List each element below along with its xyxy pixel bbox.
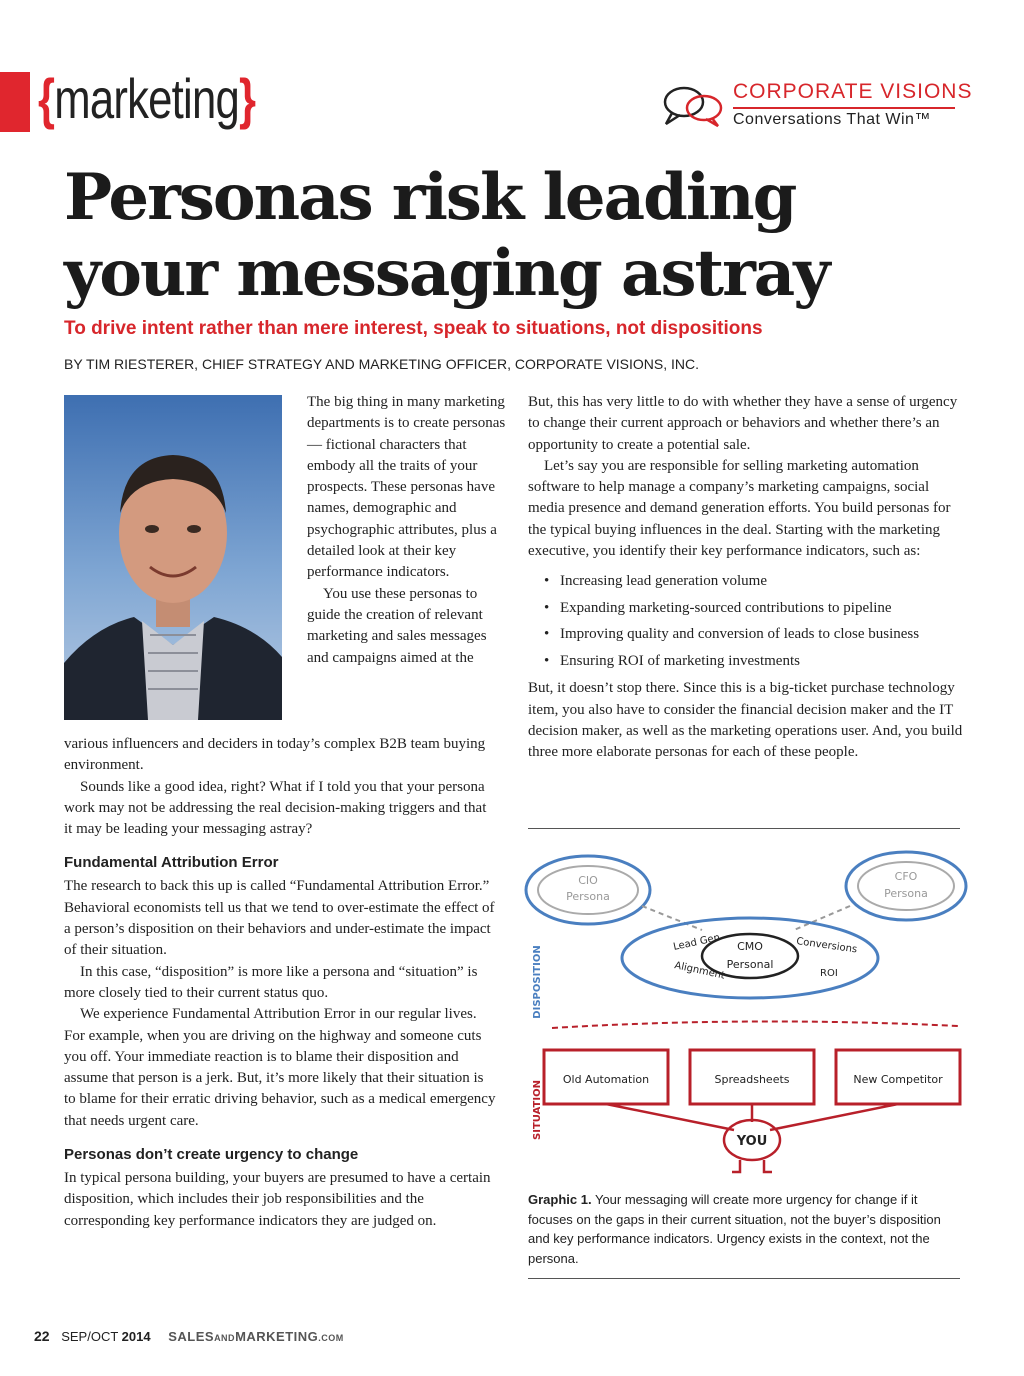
paragraph: In typical persona building, your buyers are presumed to have a certain disposition, which includes their job responsibilities and the corresponding key performance indicators they are judged on. <box>64 1170 491 1229</box>
site-part: .COM <box>318 1333 344 1343</box>
cmo-label: CMO <box>737 940 763 953</box>
new-competitor-label: New Competitor <box>853 1073 943 1086</box>
list-item: • Ensuring ROI of marketing investments <box>544 648 968 675</box>
paragraph: The research to back this up is called “Fundamental Attribution Error.” Behavioral economists tell us that we tend to over-estimate the effect of a person’s disposition on their behaviors and under-estimate the impact of their situation. <box>64 878 495 959</box>
graphic-diagram <box>524 840 968 1180</box>
disposition-zone <box>526 852 966 1019</box>
intro-paragraph-2: You use these personas to guide the creation of relevant marketing and sales messages and campaigns aimed at the <box>307 585 487 666</box>
paragraph: But, this has very little to do with whether they have a sense of urgency to change their current approach or behaviors and whether there’s an opportunity to create a potential sale. <box>528 394 958 453</box>
paragraph: various influencers and deciders in today’s complex B2B team buying environment. <box>64 736 486 774</box>
list-item: • Improving quality and conversion of leads to close business <box>544 621 968 648</box>
page-number: 22 <box>34 1328 50 1344</box>
you-label: YOU <box>736 1134 768 1149</box>
roi-label: ROI <box>820 968 838 979</box>
column-2 <box>528 392 968 764</box>
situation-zone <box>532 1050 960 1172</box>
graphic-bottom-rule <box>528 1278 960 1279</box>
list-item: • Expanding marketing-sourced contributions to pipeline <box>544 595 968 622</box>
site-part: AND <box>214 1333 236 1343</box>
issue-month: SEP/OCT <box>61 1329 119 1344</box>
disposition-axis-label: DISPOSITION <box>532 945 543 1019</box>
headline: Personas risk leading your messaging astray <box>64 160 829 311</box>
graphic-caption <box>528 1190 958 1268</box>
section-color-bar <box>0 72 30 132</box>
conversions-label: Conversions <box>795 936 858 956</box>
paragraph: In this case, “disposition” is more like a persona and “situation” is more closely tied to their current status quo. <box>64 963 478 1001</box>
author-photo <box>64 395 282 720</box>
paragraph: Sounds like a good idea, right? What if I told you that your persona work may not be addressing the real decision-making triggers and that it may be leading your messaging astray? <box>64 778 487 838</box>
deck: To drive intent rather than mere interest, speak to situations, not dispositions <box>64 318 763 339</box>
list-item: • Increasing lead generation volume <box>544 568 968 595</box>
caption-text: Your messaging will create more urgency for change if it focuses on the gaps in their current situation, not the buyer’s disposition and key performance indicators. Urgency exists in the context, not the persona. <box>528 1192 941 1266</box>
brand-tagline: Conversations That Win™ <box>733 111 931 128</box>
byline: BY TIM RIESTERER, CHIEF STRATEGY AND MARKETING OFFICER, CORPORATE VISIONS, INC. <box>64 356 700 372</box>
cfo-sub-label: Persona <box>884 887 928 900</box>
cmo-sub-label: Personal <box>726 958 774 971</box>
graphic-top-rule <box>528 828 960 829</box>
situation-axis-label: SITUATION <box>532 1080 543 1140</box>
column-1 <box>64 734 496 1232</box>
site-name <box>168 1329 344 1344</box>
old-automation-label: Old Automation <box>562 1073 650 1086</box>
folio <box>34 1328 344 1344</box>
paragraph: Let’s say you are responsible for selling marketing automation software to help manage a company’s marketing campaigns, social media presence and demand generation efforts. You build personas for the typical buying influences in the deal. Starting with the marketing executive, you identify their key performance indicators, such as: <box>528 457 951 560</box>
intro-paragraph-1: The big thing in many marketing departments is to create personas — fictional characters that embody all the traits of your prospects. These personas have names, demographic and psychographic attributes, plus a detailed look at their key performance indicators. <box>307 394 506 581</box>
kpi-list <box>528 568 968 674</box>
site-part: SALES <box>168 1329 215 1344</box>
zone-divider <box>552 1021 958 1028</box>
speech-bubbles-logo-icon <box>660 82 728 130</box>
section-name: marketing <box>54 67 239 130</box>
cio-label: CIO <box>578 874 598 887</box>
spreadsheets-label: Spreadsheets <box>714 1073 790 1086</box>
issue-year: 2014 <box>121 1329 151 1344</box>
subhead-personas-urgency: Personas don’t create urgency to change <box>64 1146 359 1164</box>
site-part: MARKETING <box>235 1329 319 1344</box>
lead-gen-label: Lead Gen <box>672 932 722 953</box>
section-label <box>38 66 255 132</box>
alignment-label: Alignment <box>673 960 726 982</box>
brand-divider <box>733 107 955 109</box>
section-close-bracket: } <box>238 67 256 130</box>
caption-label: Graphic 1. <box>528 1192 592 1207</box>
paragraph: We experience Fundamental Attribution Error in our regular lives. For example, when you are driving on the highway and someone cuts you off. Your immediate reaction is to blame their disposition and assume that person is a jerk. But, it’s more likely that their situation is to blame for their erratic driving behavior, such as a medical emergency that needs urgent care. <box>64 1006 496 1129</box>
intro-paragraph-wrap <box>307 392 507 669</box>
cfo-label: CFO <box>894 870 918 883</box>
paragraph: But, it doesn’t stop there. Since this is a big-ticket purchase technology item, you also have to consider the financial decision maker and the IT decision maker, as well as the marketing operations user. And, you build three more elaborate personas for each of these people. <box>528 680 963 761</box>
brand-name: CORPORATE VISIONS <box>733 80 973 103</box>
section-open-bracket: { <box>38 67 55 130</box>
subhead-fundamental-attribution-error: Fundamental Attribution Error <box>64 854 279 872</box>
cio-sub-label: Persona <box>566 890 610 903</box>
